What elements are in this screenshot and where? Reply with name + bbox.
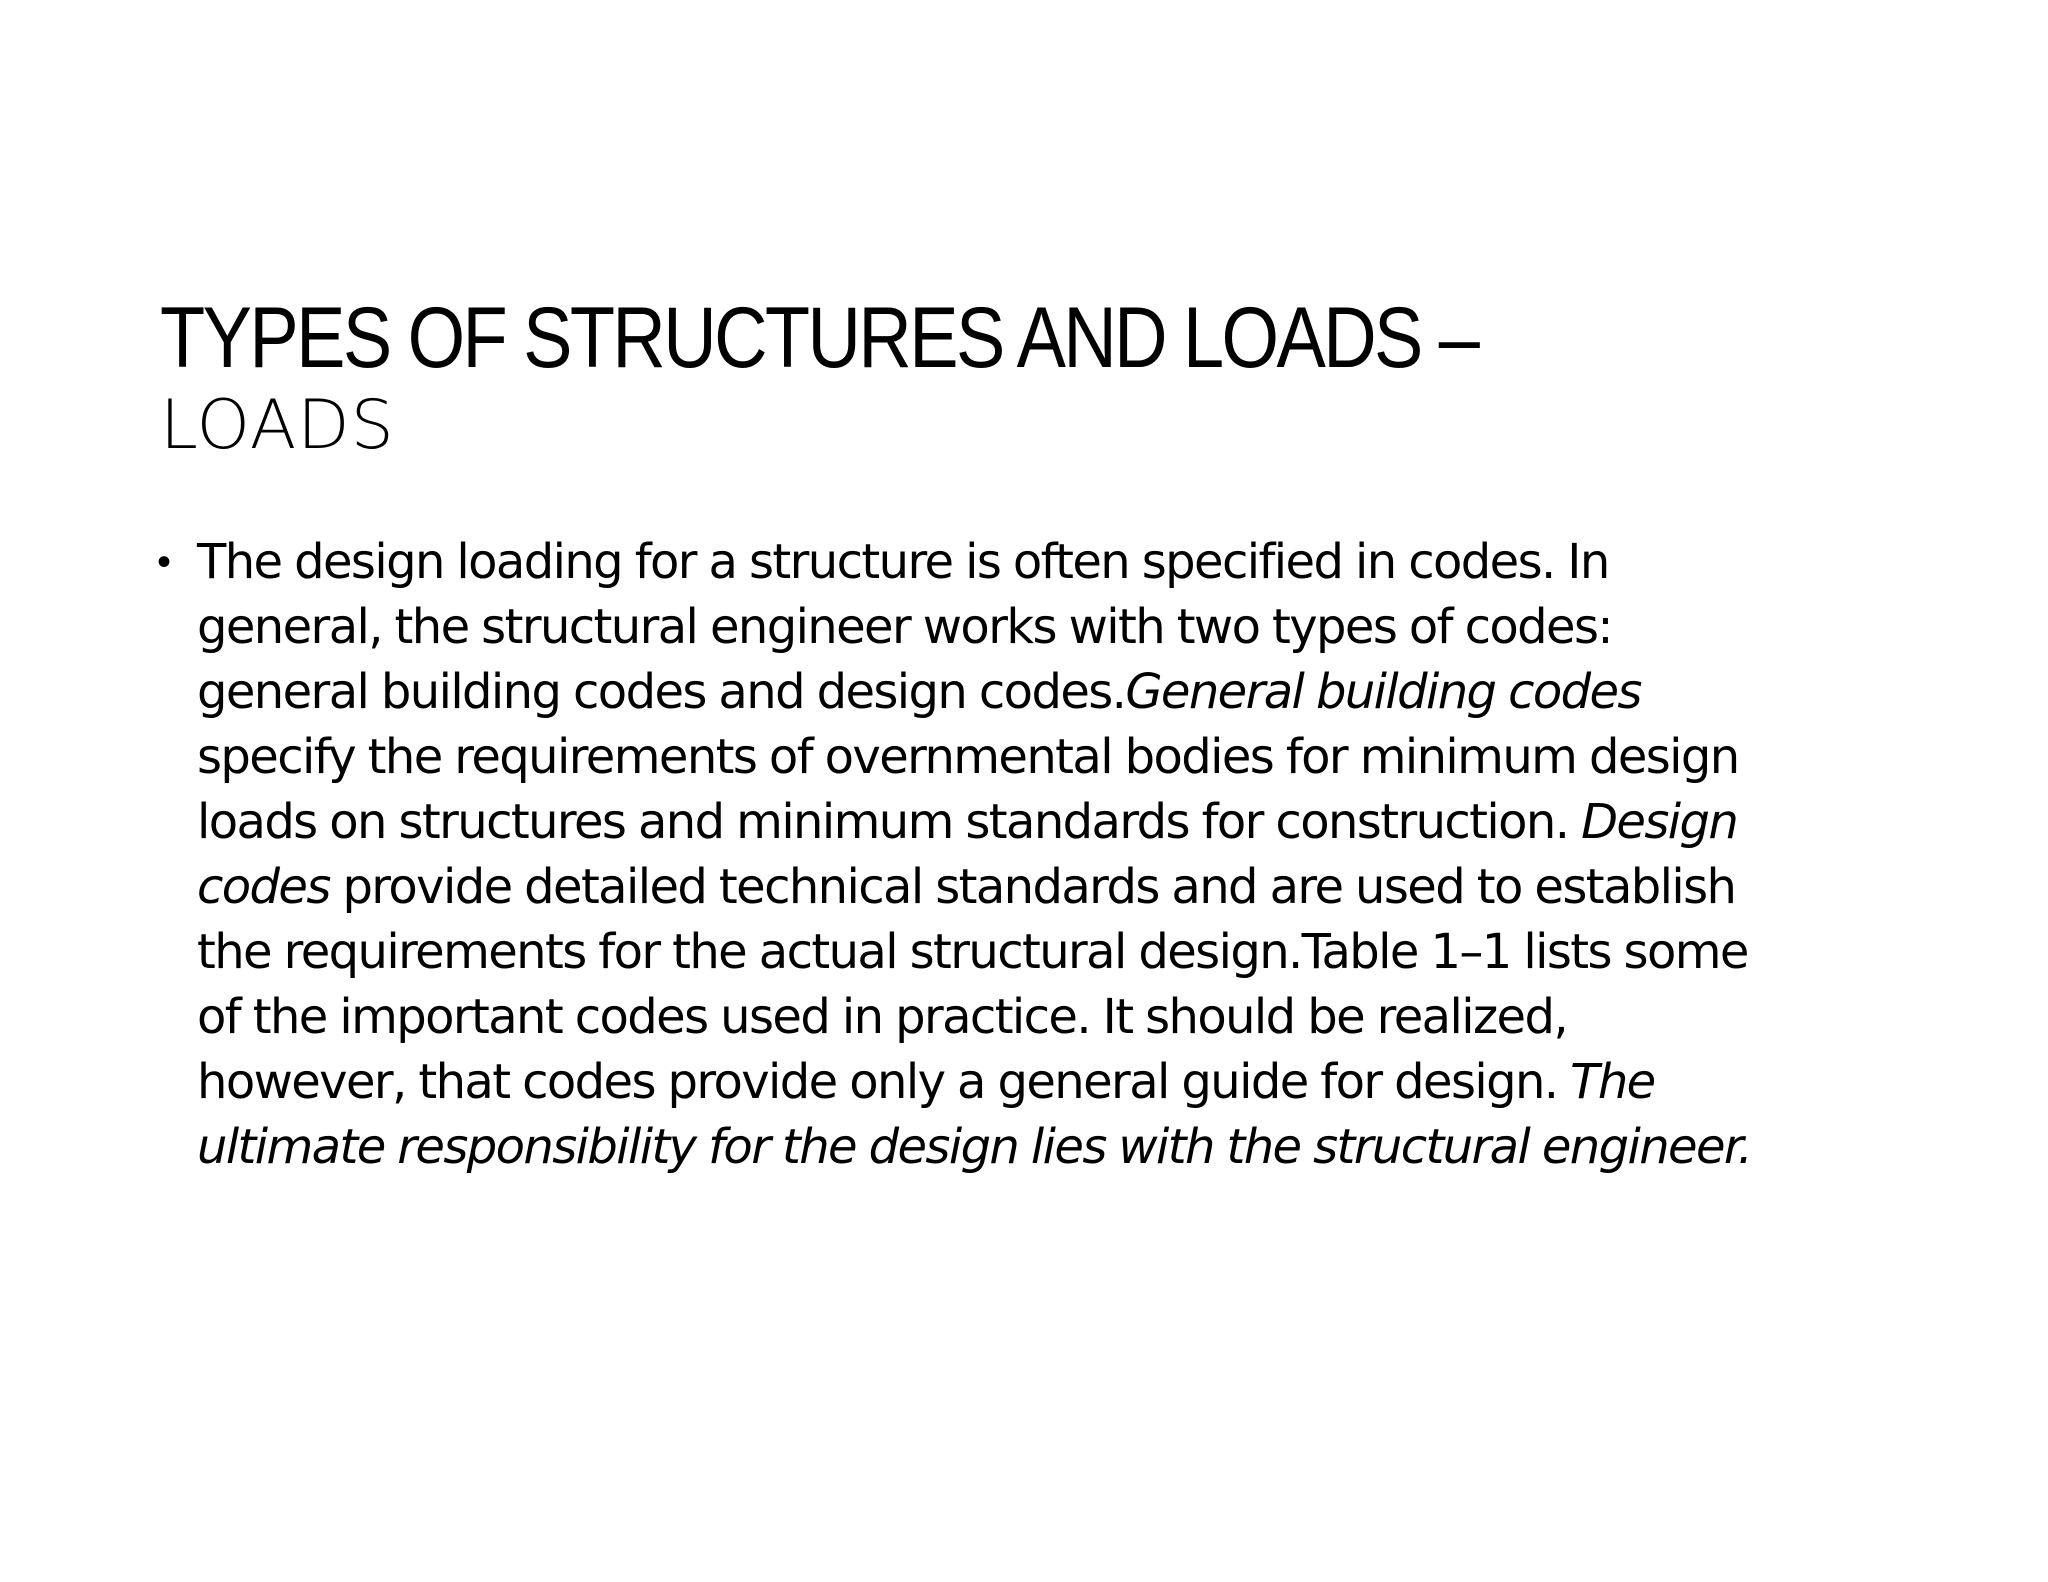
body-text: of the important codes used in practice. It should be realized,	[197, 989, 1568, 1045]
slide-body	[157, 530, 1917, 1180]
body-text-italic: Design	[1581, 794, 1738, 850]
body-text: The design loading for a structure is often specified in codes. In	[197, 534, 1609, 590]
body-text-italic: The	[1570, 1054, 1655, 1110]
bullet-paragraph	[197, 530, 1917, 1180]
body-line	[197, 920, 1917, 985]
body-text-italic: General building codes	[1125, 664, 1641, 720]
body-text: provide detailed technical standards and are used to establish	[329, 859, 1736, 915]
body-line	[197, 595, 1917, 660]
body-text: general building codes and design codes.	[197, 664, 1126, 720]
body-text-italic: codes	[197, 859, 330, 915]
slide-title-main: TYPES OF STRUCTURES AND LOADS –	[160, 290, 1478, 386]
body-line	[197, 855, 1917, 920]
slide-title-sub: LOADS	[160, 386, 395, 465]
body-line	[197, 985, 1917, 1050]
body-line	[197, 530, 1917, 595]
body-line	[197, 790, 1917, 855]
body-line	[197, 725, 1917, 790]
slide-title	[160, 290, 1860, 466]
body-text: specify the requirements of overnmental bodies for minimum design	[197, 729, 1739, 785]
bullet-point: •	[157, 540, 172, 584]
body-line	[197, 1050, 1917, 1115]
body-text: loads on structures and minimum standards for construction.	[197, 794, 1582, 850]
body-text-italic: ultimate responsibility for the design lies with the structural engineer.	[197, 1119, 1752, 1175]
body-line	[197, 1115, 1917, 1180]
body-text: however, that codes provide only a general guide for design.	[197, 1054, 1571, 1110]
body-text: general, the structural engineer works with two types of codes:	[197, 599, 1612, 655]
bullet-item	[157, 530, 1917, 1180]
body-text: the requirements for the actual structural design.Table 1–1 lists some	[197, 924, 1748, 980]
body-line	[197, 660, 1917, 725]
